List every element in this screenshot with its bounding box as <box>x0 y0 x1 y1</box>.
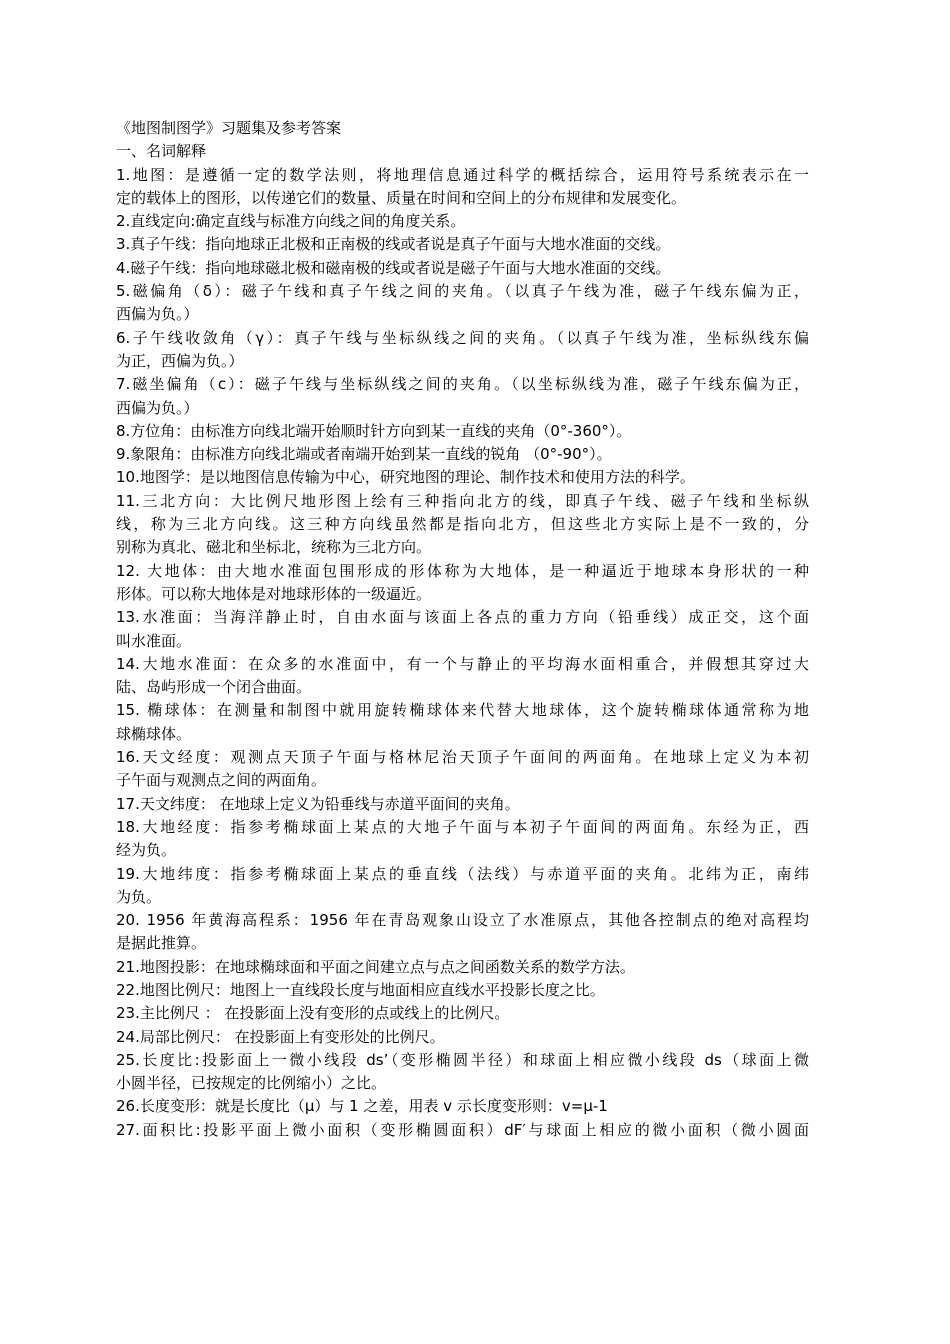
term-entry <box>116 443 809 466</box>
term-line: 为正，西偏为负。） <box>116 351 244 370</box>
term-entry <box>116 606 809 653</box>
term-line: 8.方位角：由标准方向线北端开始顺时针方向到某一直线的夹角（0°-360°）。 <box>116 421 632 440</box>
term-line: 21.地图投影：在地球椭球面和平面之间建立点与点之间函数关系的数学方法。 <box>116 957 635 976</box>
term-line: 5.磁偏角（δ）：磁子午线和真子午线之间的夹角。（以真子午线为准，磁子午线东偏为正， <box>116 282 809 301</box>
term-line: 10.地图学：是以地图信息传输为中心，研究地图的理论、制作技术和使用方法的科学。 <box>116 468 695 487</box>
term-entry <box>116 1026 809 1049</box>
term-line: 为负。 <box>116 887 162 906</box>
term-line: 形体。可以称大地体是对地球形体的一级逼近。 <box>116 584 432 603</box>
term-entry <box>116 1119 809 1142</box>
term-line: 1.地图：是遵循一定的数学法则，将地理信息通过科学的概括综合，运用符号系统表示在一 <box>116 165 809 184</box>
term-line: 子午面与观测点之间的两面角。 <box>116 771 327 790</box>
term-entry <box>116 420 809 443</box>
term-line: 25.长度比:投影面上一微小线段 ds’（变形椭圆半径）和球面上相应微小线段 ds（球面上微 <box>116 1050 809 1069</box>
term-entry <box>116 816 809 863</box>
term-list <box>116 164 809 1142</box>
term-line: 经为负。 <box>116 841 177 860</box>
term-entry <box>116 699 809 746</box>
term-entry <box>116 746 809 793</box>
term-line: 26.长度变形：就是长度比（μ）与 1 之差，用表 v 示长度变形则：v=μ-1 <box>116 1097 608 1116</box>
term-line: 球椭球体。 <box>116 724 192 743</box>
term-entry <box>116 956 809 979</box>
term-entry <box>116 863 809 910</box>
term-line: 2.直线定向:确定直线与标准方向线之间的角度关系。 <box>116 212 466 231</box>
term-entry <box>116 793 809 816</box>
term-line: 线，称为三北方向线。这三种方向线虽然都是指向北方，但这些北方实际上是不一致的，分 <box>116 515 809 534</box>
term-entry <box>116 1095 809 1118</box>
term-line: 24.局部比例尺： 在投影面上有变形处的比例尺。 <box>116 1027 445 1046</box>
term-line: 13.水准面：当海洋静止时，自由水面与该面上各点的重力方向（铅垂线）成正交，这个面 <box>116 608 809 627</box>
term-line: 是据此推算。 <box>116 934 207 953</box>
term-line: 西偏为负。） <box>116 305 199 324</box>
term-line: 4.磁子午线：指向地球磁北极和磁南极的线或者说是磁子午面与大地水准面的交线。 <box>116 258 671 277</box>
term-entry <box>116 979 809 1002</box>
term-entry <box>116 210 809 233</box>
term-line: 7.磁坐偏角（c）：磁子午线与坐标纵线之间的夹角。（以坐标纵线为准，磁子午线东偏为正， <box>116 375 809 394</box>
term-line: 12. 大地体：由大地水准面包围形成的形体称为大地体，是一种逼近于地球本身形状的一种 <box>116 561 809 580</box>
term-line: 陆、岛屿形成一个闭合曲面。 <box>116 678 312 697</box>
term-line: 17.天文纬度： 在地球上定义为铅垂线与赤道平面间的夹角。 <box>116 794 520 813</box>
term-line: 20. 1956 年黄海高程系：1956 年在青岛观象山设立了水准原点，其他各控制点的绝对高程均 <box>116 911 809 930</box>
term-entry <box>116 280 809 327</box>
section-heading: 一、名词解释 <box>116 142 207 161</box>
term-entry <box>116 560 809 607</box>
term-line: 叫水准面。 <box>116 631 192 650</box>
term-line: 西偏为负。） <box>116 398 199 417</box>
term-entry <box>116 653 809 700</box>
term-entry <box>116 164 809 211</box>
term-line: 18.大地经度：指参考椭球面上某点的大地子午面与本初子午面间的两面角。东经为正，西 <box>116 817 809 836</box>
term-line: 15. 椭球体：在测量和制图中就用旋转椭球体来代替大地球体，这个旋转椭球体通常称为地 <box>116 701 809 720</box>
term-line: 16.天文经度：观测点天顶子午面与格林尼治天顶子午面间的两面角。在地球上定义为本初 <box>116 748 809 767</box>
term-line: 9.象限角：由标准方向线北端或者南端开始到某一直线的锐角 （0°-90°）。 <box>116 445 612 464</box>
term-entry <box>116 1002 809 1025</box>
term-entry <box>116 233 809 256</box>
term-line: 6.子午线收敛角（γ）：真子午线与坐标纵线之间的夹角。（以真子午线为准，坐标纵线东偏 <box>116 328 809 347</box>
term-line: 23.主比例尺 ： 在投影面上没有变形的点或线上的比例尺。 <box>116 1004 510 1023</box>
term-line: 别称为真北、磁北和坐标北，统称为三北方向。 <box>116 538 432 557</box>
term-line: 11.三北方向：大比例尺地形图上绘有三种指向北方的线，即真子午线、磁子午线和坐标纵 <box>116 491 809 510</box>
document-title: 《地图制图学》习题集及参考答案 <box>116 119 342 137</box>
term-line: 27.面积比:投影平面上微小面积（变形椭圆面积）dF′与球面上相应的微小面积（微小圆面 <box>116 1120 809 1139</box>
term-entry <box>116 909 809 956</box>
term-line: 小圆半径，已按规定的比例缩小）之比。 <box>116 1074 387 1093</box>
term-entry <box>116 327 809 374</box>
term-line: 定的载体上的图形，以传递它们的数量、质量在时间和空间上的分布规律和发展变化。 <box>116 188 687 207</box>
term-line: 19.大地纬度：指参考椭球面上某点的垂直线（法线）与赤道平面的夹角。北纬为正，南纬 <box>116 864 809 883</box>
term-entry <box>116 466 809 489</box>
term-entry <box>116 1049 809 1096</box>
term-entry <box>116 490 809 560</box>
term-entry <box>116 373 809 420</box>
term-entry <box>116 257 809 280</box>
document-page <box>116 117 809 1142</box>
term-line: 22.地图比例尺：地图上一直线段长度与地面相应直线水平投影长度之比。 <box>116 980 605 999</box>
term-line: 14.大地水准面：在众多的水准面中，有一个与静止的平均海水面相重合，并假想其穿过大 <box>116 654 809 673</box>
term-line: 3.真子午线：指向地球正北极和正南极的线或者说是真子午面与大地水准面的交线。 <box>116 235 671 254</box>
